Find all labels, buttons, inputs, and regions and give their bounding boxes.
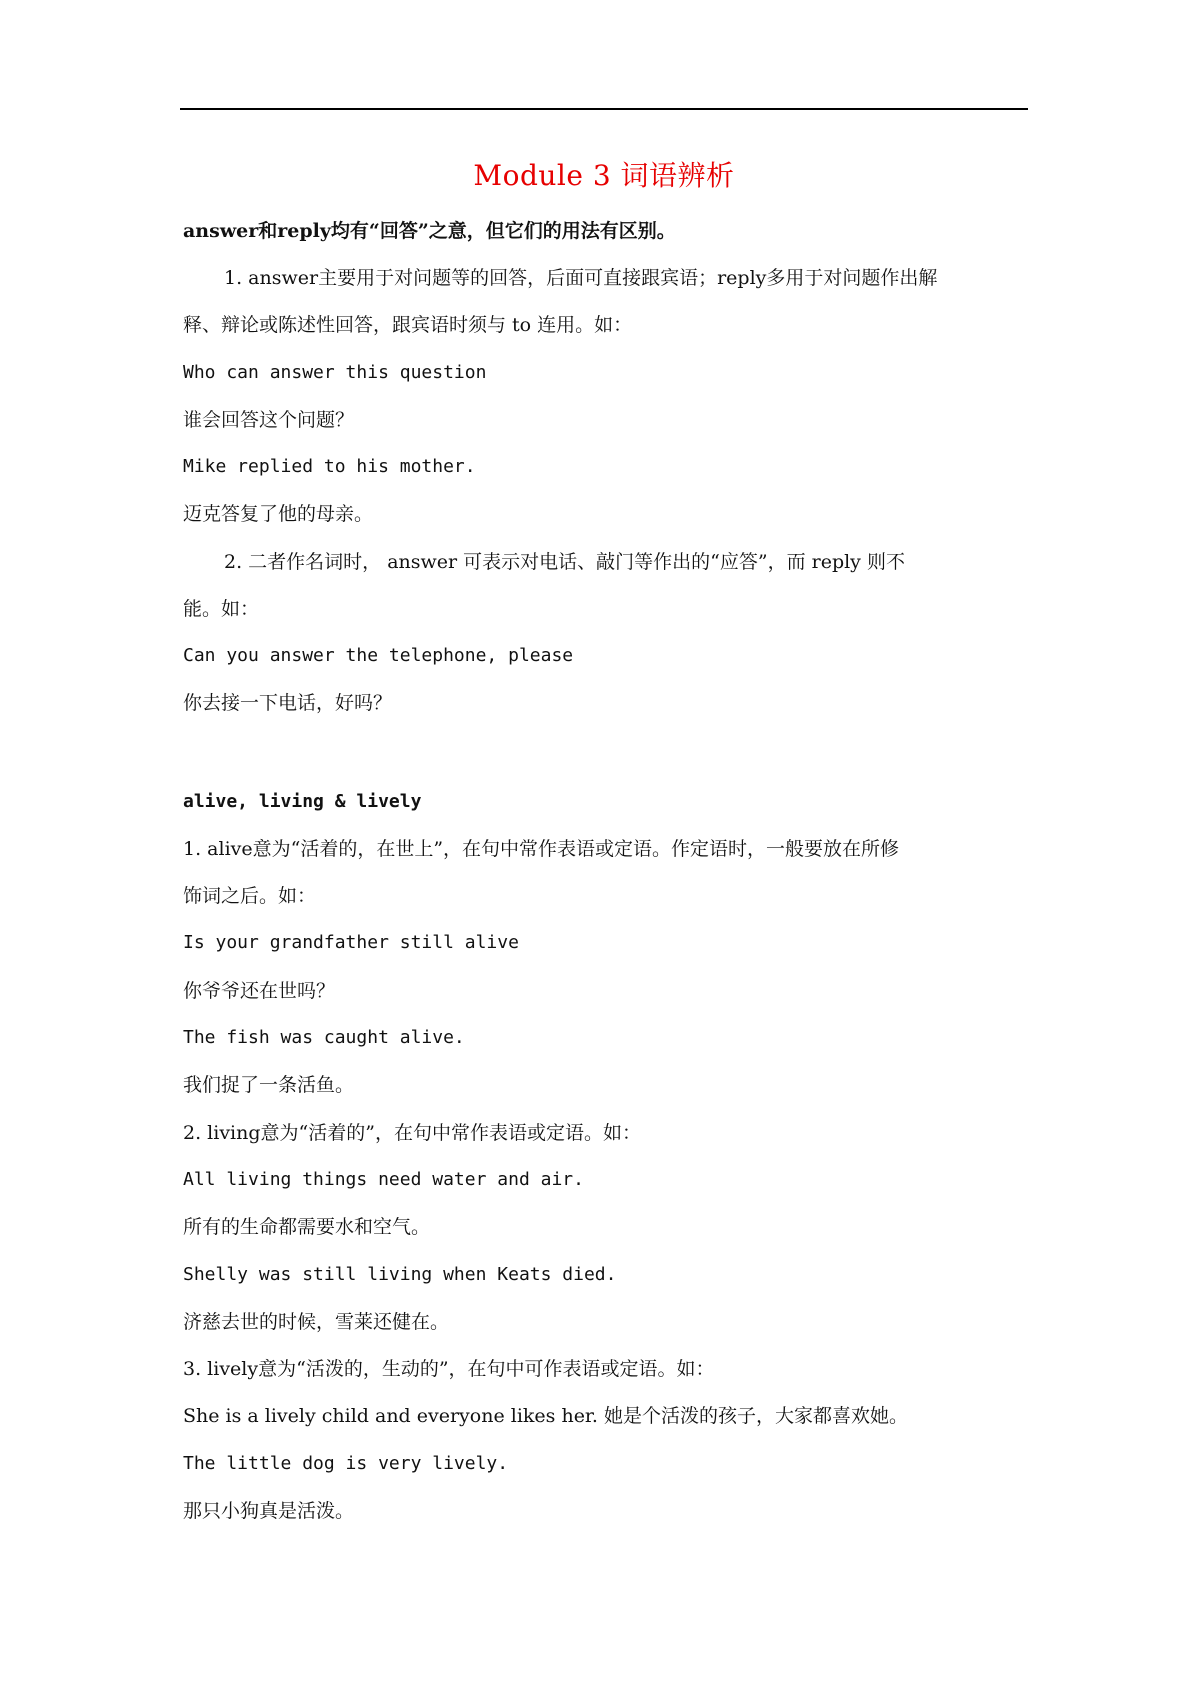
section2-heading: alive, living & lively [183, 791, 422, 812]
header-rule [180, 108, 1028, 110]
section2-example6-en: The little dog is very lively. [183, 1453, 509, 1474]
section1-example1-zh: 谁会回答这个问题？ [183, 409, 355, 431]
section2-example1-zh: 你爷爷还在世吗？ [183, 980, 336, 1002]
section1-example3-zh: 你去接一下电话，好吗？ [183, 692, 393, 714]
section2-example3-en: All living things need water and air. [183, 1169, 584, 1190]
section2-point1-line2: 饰词之后。如： [183, 885, 317, 907]
section2-example4-en: Shelly was still living when Keats died. [183, 1264, 617, 1285]
section1-example1-en: Who can answer this question [183, 362, 487, 383]
section2-point1-line1: 1. alive意为“活着的，在世上”，在句中常作表语或定语。作定语时，一般要放在所修 [183, 838, 900, 860]
section2-point2: 2. living意为“活着的”，在句中常作表语或定语。如： [183, 1122, 641, 1144]
section2-example3-zh: 所有的生命都需要水和空气。 [183, 1216, 431, 1238]
section1-heading: answer和reply均有“回答”之意，但它们的用法有区别。 [183, 220, 676, 242]
section2-example2-zh: 我们捉了一条活鱼。 [183, 1074, 355, 1096]
section1-point2-line1: 2. 二者作名词时， answer 可表示对电话、敲门等作出的“应答”，而 reply 则不 [224, 551, 905, 573]
section2-point3: 3. lively意为“活泼的，生动的”，在句中可作表语或定语。如： [183, 1358, 715, 1380]
page-title: Module 3 词语辨析 [473, 159, 735, 192]
section1-point1-line1: 1. answer主要用于对问题等的回答，后面可直接跟宾语；reply多用于对问题作出解 [224, 267, 938, 289]
section1-example2-en: Mike replied to his mother. [183, 456, 476, 477]
section2-example1-en: Is your grandfather still alive [183, 932, 519, 953]
section2-example2-en: The fish was caught alive. [183, 1027, 465, 1048]
section2-example5: She is a lively child and everyone likes her. 她是个活泼的孩子，大家都喜欢她。 [183, 1405, 909, 1427]
section2-example6-zh: 那只小狗真是活泼。 [183, 1500, 355, 1522]
section1-point2-line2: 能。如： [183, 598, 260, 620]
section2-example4-zh: 济慈去世的时候，雪莱还健在。 [183, 1311, 450, 1333]
section1-example3-en: Can you answer the telephone, please [183, 645, 574, 666]
section1-example2-zh: 迈克答复了他的母亲。 [183, 503, 374, 525]
section1-point1-line2: 释、辩论或陈述性回答，跟宾语时须与 to 连用。如： [183, 314, 633, 336]
